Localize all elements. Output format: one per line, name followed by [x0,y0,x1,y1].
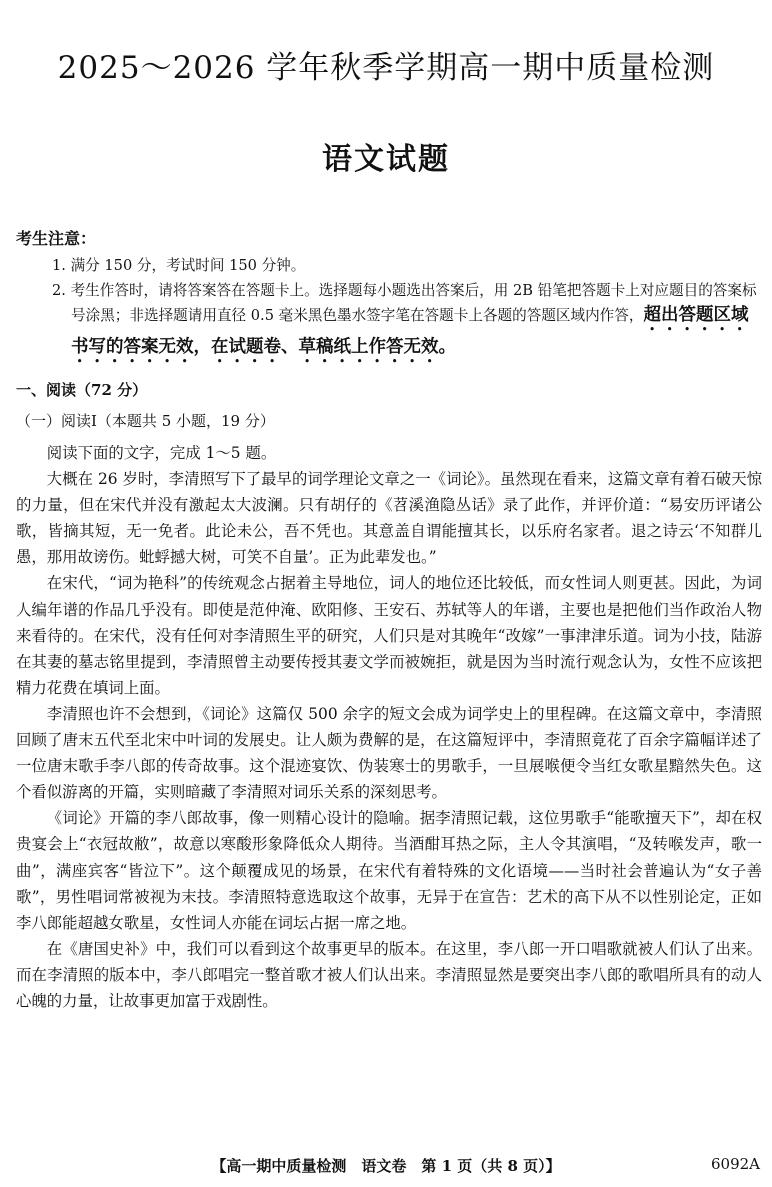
passage-paragraph-2: 在宋代，“词为艳科”的传统观念占据着主导地位，词人的地位还比较低，而女性词人则更甚。因此，为词人编年谱的作品几乎没有。即使是范仲淹、欧阳修、王安石、苏轼等人的年谱，主要也是把他们当作政治人物来看待的。在宋代，没有任何对李清照生平的研究，人们只是对其晚年“改嫁”一事津津乐道。词为小技，陆游在其妻的墓志铭里提到，李清照曾主动要传授其妻文学而被婉拒，就是因为当时流行观念认为，女性不应该把精力花费在填词上面。 [16,574,762,697]
paper-code: 6092A [710,1155,760,1173]
subject-title: 语文试题 [322,142,450,177]
notice-item-2 [52,278,762,367]
notice-item-2-text: 2. 考生作答时，请将答案答在答题卡上。选择题每小题选出答案后，用 2B 铅笔把答题卡上对应题目的答案标号涂黑；非选择题请用直径 0.5 毫米黑色墨水签字笔在答题卡上各题的答题区域内作答， [52,282,757,324]
exam-title: 2025～2026 学年秋季学期高一期中质量检测 [57,50,715,86]
passage-intro: 阅读下面的文字，完成 1～5 题。 [46,444,277,462]
notice-list [52,253,762,367]
passage-paragraph-1: 大概在 26 岁时，李清照写下了最早的词学理论文章之一《词论》。虽然现在看来，这篇文章有着石破天惊的力量，但在宋代并没有激起太大波澜。只有胡仔的《苕溪渔隐丛话》录了此作，并评价道：“易安历评诸公歌，皆摘其短，无一免者。此论未公，吾不凭也。其意盖自谓能擅其长，以乐府名家者。退之诗云‘不知群儿愚，那用故谤伤。蚍蜉撼大树，可笑不自量’。正为此辈发也。” [16,470,762,567]
section-heading: 一、阅读（72 分） [16,381,148,399]
passage-paragraph-4: 《词论》开篇的李八郎故事，像一则精心设计的隐喻。据李清照记载，这位男歌手“能歌擅天下”，却在权贵宴会上“衣冠故敝”，故意以寒酸形象降低众人期待。当酒酣耳热之际，主人令其演唱，“及转喉发声，歌一曲”，满座宾客“皆泣下”。这个颠覆成见的场景，在宋代有着特殊的文化语境——当时社会普遍认为“女子善歌”，男性唱词常被视为末技。李清照特意选取这个故事，无异于在宣告：艺术的高下从不以性别论定，正如李八郎能超越女歌星，女性词人亦能在词坛占据一席之地。 [16,809,762,932]
notice-heading: 考生注意： [16,229,97,248]
notice-item-1: 1. 满分 150 分，考试时间 150 分钟。 [52,257,306,274]
passage-paragraph-3: 李清照也许不会想到，《词论》这篇仅 500 余字的短文会成为词学史上的里程碑。在这篇文章中，李清照回顾了唐末五代至北宋中叶词的发展史。让人颇为费解的是，在这篇短评中，李清照竟花了百余字篇幅详述了一位唐末歌手李八郎的传奇故事。这个混迹宴饮、伪装寒士的男歌手，一旦展喉便令当红女歌星黯然失色。这个看似游离的开篇，实则暗藏了李清照对词乐关系的深刻思考。 [16,704,762,802]
reading-passage [16,440,762,1014]
page-footer: 【高一期中质量检测 语文卷 第 1 页（共 8 页）】 [211,1157,561,1175]
passage-paragraph-5: 在《唐国史补》中，我们可以看到这个故事更早的版本。在这里，李八郎一开口唱歌就被人们认了出来。而在李清照的版本中，李八郎唱完一整首歌才被人们认出来。李清照显然是要突出李八郎的歌唱所具有的动人心魄的力量，让故事更加富于戏剧性。 [16,939,762,1010]
notice-item-2-emphasis: 超出答题区域书写的答案无效，在试题卷、草稿纸上作答无效。 [71,305,749,357]
subsection-heading: （一）阅读Ⅰ（本题共 5 小题，19 分） [16,412,275,430]
